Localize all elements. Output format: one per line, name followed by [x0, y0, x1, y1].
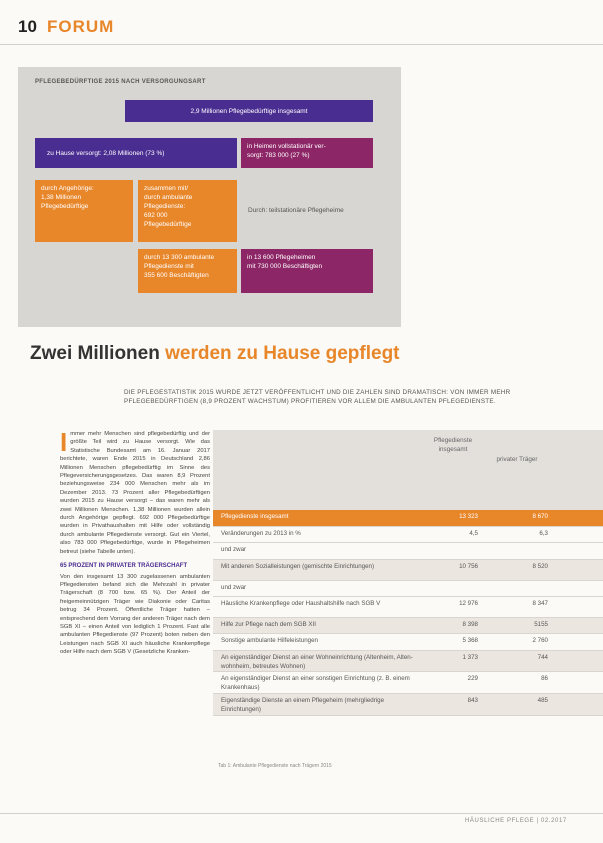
- row-value-private: 8 670: [532, 513, 548, 520]
- article-headline: Zwei Millionen werden zu Hause gepflegt: [30, 343, 400, 364]
- home-care-box: zu Hause versorgt: 2,08 Millionen (73 %): [35, 138, 237, 168]
- table-caption: Tab 1: Ambulante Pflegedienste nach Trägern 2015: [218, 763, 332, 769]
- row-value-total: 10 756: [459, 563, 478, 570]
- body-paragraph-2: Von den insgesamt 13 300 zugelassenen ambulanten Pflegediensten befand sich die Mehrzahl in privater Trägerschaft (8 700 bzw. 65 %). Der Anteil der freigemeinnützigen Träger wie Diakonie oder Caritas betrug 34 Prozent. Öffentliche Träger hatten – entsprechend dem Vorrang der anderen Träger nach dem SGB XI – einen Anteil von lediglich 1 Prozent. Fast alle ambulanten Pflegedienste (97 Prozent) boten neben den Leistungen nach SGB XI auch häusliche Krankenpflege oder Hilfe nach dem SGB V (Gesetzliche Kranken-: [60, 573, 210, 656]
- body-paragraph-1: mmer mehr Menschen sind pflegebedürftig und der größte Teil wird zu Hause versorgt. Wie das Statistische Bundesamt am 16. Januar 2017 berichtete, waren Ende 2015 in Deutschland 2,86 Millionen Menschen pflegebedürftig im Sinne des Pflegeversicherungsgesetzes. Das waren 8,9 Prozent beziehungsweise 234 000 Menschen mehr als im Dezember 2013. 73 Prozent aller Pflegebedürftigen wurden 2015 zu Hause versorgt – das waren mehr als zwei Millionen Menschen. 1,38 Millionen wurden allein durch Angehörige gepflegt. 692 000 Pflegebedürftige wurden in Privathaushalten mit Hilfe oder vollständig durch ambulante Pflegedienste versorgt. Gut ein Viertel, also 783 000 Pflegebedürftige, wurde in Pflegeheimen betreut (siehe Tabelle unten).: [60, 431, 210, 555]
- table-row: [213, 581, 603, 597]
- ambulant-box: zusammen mit/ durch ambulante Pflegedienste: 692 000 Pflegebedürftige: [138, 180, 237, 242]
- row-label: Pflegedienste insgesamt: [221, 513, 289, 520]
- row-label: Eigenständige Dienste an einem Pflegeheim (mehrgliedrige Einrichtungen): [221, 697, 385, 713]
- row-value-total: 8 398: [462, 621, 478, 628]
- table-row: [213, 651, 603, 672]
- row-value-total: 12 976: [459, 600, 478, 607]
- homes-box: in 13 600 Pflegeheimen mit 730 000 Beschäftigten: [241, 249, 373, 293]
- row-value-private: 2 760: [532, 637, 548, 644]
- row-label: An eigenständiger Dienst an einer Wohneinrichtung (Altenheim, Alten- wohnheim, betreutes Wohnen): [221, 654, 413, 670]
- relatives-box: durch Angehörige: 1,38 Millionen Pflegebedürftige: [35, 180, 133, 242]
- row-value-private: 86: [541, 675, 548, 682]
- total-box: 2,9 Millionen Pflegebedürftige insgesamt: [125, 100, 373, 122]
- row-label: Hilfe zur Pflege nach dem SGB XII: [221, 621, 316, 628]
- table-row: [213, 543, 603, 560]
- row-label: und zwar: [221, 584, 247, 591]
- row-value-private: 744: [537, 654, 548, 661]
- row-label: An eigenständiger Dienst an einer sonstigen Einrichtung (z. B. einem Krankenhaus): [221, 675, 410, 691]
- row-value-private: 6,3: [539, 530, 548, 537]
- row-value-total: 229: [467, 675, 478, 682]
- footer-divider: [0, 813, 603, 814]
- row-value-private: 485: [537, 697, 548, 704]
- table-col-header-total: Pflegedienste insgesamt: [433, 437, 473, 453]
- table-row: [213, 560, 603, 581]
- row-label: Mit anderen Sozialleistungen (gemischte Einrichtungen): [221, 563, 375, 570]
- row-label: und zwar: [221, 546, 247, 553]
- row-label: Veränderungen zu 2013 in %: [221, 530, 301, 537]
- infographic-title: PFLEGEBEDÜRFTIGE 2015 NACH VERSORGUNGSART: [35, 79, 206, 85]
- row-label: Sonstige ambulante Hilfeleistungen: [221, 637, 318, 644]
- row-value-total: 13 323: [459, 513, 478, 520]
- page-number: 10: [18, 17, 37, 36]
- table-row: [213, 634, 603, 651]
- subheading: 65 PROZENT IN PRIVATER TRÄGERSCHAFT: [60, 563, 188, 570]
- row-value-private: 8 347: [532, 600, 548, 607]
- dropcap: I: [60, 427, 68, 457]
- table-row: [213, 672, 603, 694]
- table-row: [213, 527, 603, 543]
- article-lead: DIE PFLEGESTATISTIK 2015 WURDE JETZT VERÖFFENTLICHT UND DIE ZAHLEN SIND DRAMATISCH: VON IMMER MEHR PFLEGEBEDÜRFTIGEN (8,9 PROZENT WACHSTUM) PROFITIEREN VOR ALLEM DIE AMBULANTEN PFLEGEDIENSTE.: [124, 389, 511, 405]
- table-header: [213, 430, 603, 510]
- table-row: [213, 694, 603, 716]
- partial-inpatient-note: Durch: teilstationäre Pflegeheime: [248, 207, 344, 214]
- footer-text: HÄUSLICHE PFLEGE | 02.2017: [465, 818, 567, 824]
- row-value-private: 8 520: [532, 563, 548, 570]
- services-box: durch 13 300 ambulante Pflegedienste mit 355 600 Beschäftigten: [138, 249, 237, 293]
- row-value-total: 843: [467, 697, 478, 704]
- table-col-header-private: privater Träger: [496, 456, 538, 463]
- row-value-private: 5155: [534, 621, 548, 628]
- row-value-total: 1 373: [462, 654, 478, 661]
- table-row: [213, 618, 603, 634]
- article-body: [60, 427, 210, 657]
- header-divider: [0, 44, 603, 45]
- row-label: Häusliche Krankenpflege oder Haushaltshilfe nach SGB V: [221, 600, 381, 607]
- row-value-total: 5 368: [462, 637, 478, 644]
- inpatient-box: in Heimen vollstationär ver- sorgt: 783 000 (27 %): [241, 138, 373, 168]
- row-value-total: 4,5: [469, 530, 478, 537]
- section-title: FORUM: [47, 17, 115, 36]
- table-row: [213, 597, 603, 618]
- table-row: [213, 510, 603, 527]
